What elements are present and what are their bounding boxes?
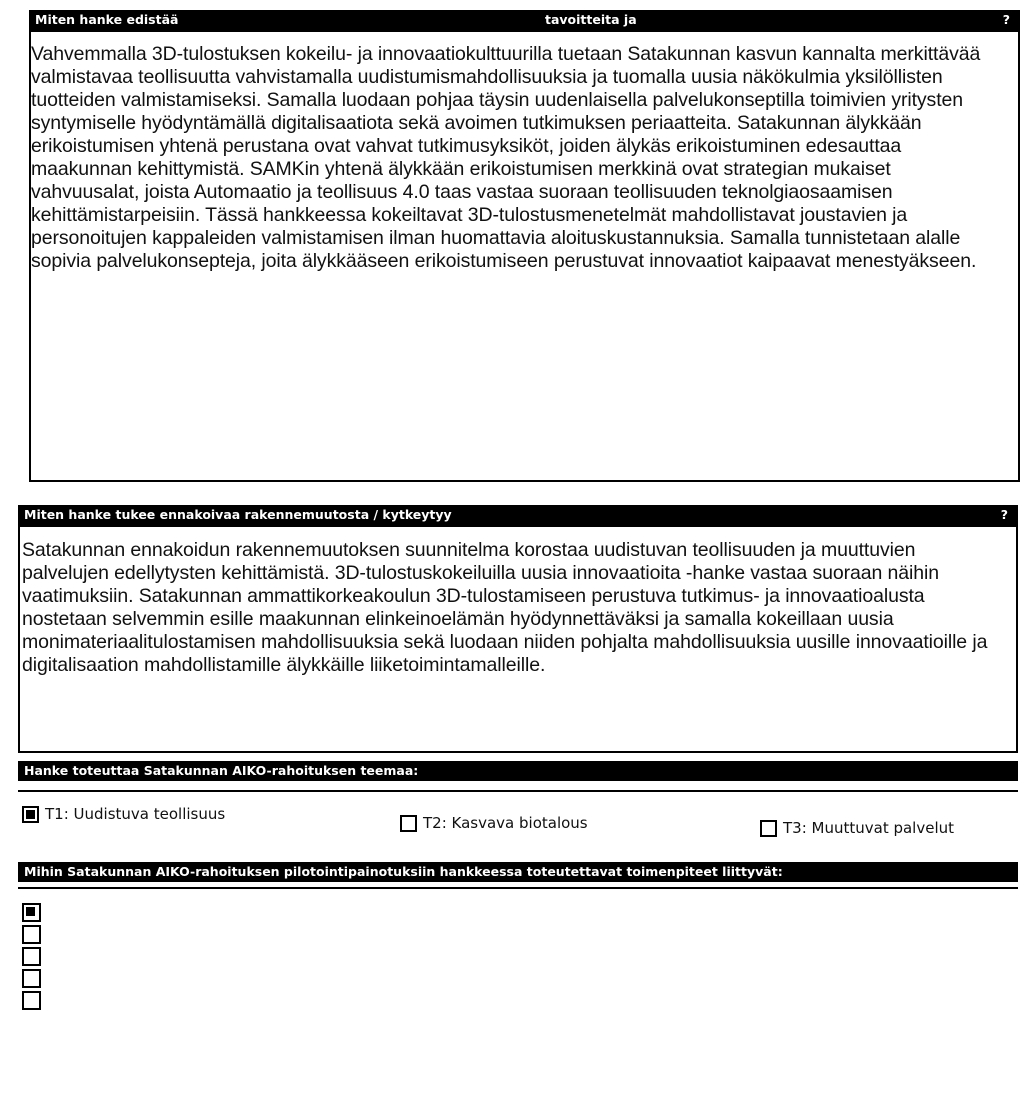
theme-option-t3-label: T3: Muuttuvat palvelut	[783, 819, 955, 837]
section2-header-part1: Miten hanke tukee ennakoivaa rakennemuutosta / kytkeytyy	[24, 507, 452, 522]
theme-option-t2-label: T2: Kasvava biotalous	[423, 814, 588, 832]
themes-header	[18, 761, 1018, 781]
section1-header-part2: tavoitteita ja	[545, 12, 637, 27]
section2-header	[18, 505, 1018, 525]
pilot-checkbox-4[interactable]	[22, 969, 41, 988]
theme-option-t1[interactable]	[22, 804, 225, 824]
themes-divider	[18, 790, 1018, 792]
theme-option-t3[interactable]	[760, 818, 954, 838]
checkbox-t1[interactable]	[22, 806, 39, 823]
pilots-header-text: Mihin Satakunnan AIKO-rahoituksen pilotointipainotuksiin hankkeessa toteutettavat toimenpiteet liittyvät:	[24, 864, 783, 879]
themes-header-text: Hanke toteuttaa Satakunnan AIKO-rahoituksen teemaa:	[24, 763, 419, 778]
pilot-checkbox-2[interactable]	[22, 925, 41, 944]
section1-header-part1: Miten hanke edistää	[35, 12, 179, 27]
checkbox-t2[interactable]	[400, 815, 417, 832]
section2-answer-text: Satakunnan ennakoidun rakennemuutoksen suunnitelma korostaa uudistuvan teollisuuden ja muuttuvien palvelujen edellytysten kehittämistä. 3D-tulostuskokeiluilla uusia innovaatioita -hanke vastaa suoraan näihin vaatimuksiin. Satakunnan ammattikorkeakoulun 3D-tulostamiseen perustuva tutkimus- ja innovaatioalusta nostetaan selvemmin esille maakunnan elinkeinoelämän hyödynnettäväksi ja samalla kokeillaan uusia monimateriaalitulostamisen mahdollisuuksia sekä luodaan niiden pohjalta mahdollisuuksia uusille innovaatioille ja digitalisaation mahdollistamille älykkäille liiketoimintamalleille.	[22, 539, 988, 676]
checkbox-t3[interactable]	[760, 820, 777, 837]
pilots-divider	[18, 887, 1018, 889]
pilots-header	[18, 862, 1018, 882]
section1-answer-text: Vahvemmalla 3D-tulostuksen kokeilu- ja innovaatiokulttuurilla tuetaan Satakunnan kasvun kannalta merkittävää valmistavaa teollisuutta vahvistamalla uudistumismahdollisuuksia ja tuomalla uusia näkökulmia yksilöllisten tuotteiden valmistamiseksi. Samalla luodaan pohjaa täysin uudenlaisella palvelukonseptilla toimivien yritysten syntymiselle hyödyntämällä digitalisaatiota sekä avoimen tutkimuksen periaatteita. Satakunnan älykkään erikoistumisen yhtenä perustana ovat vahvat tutkimusyksiköt, joiden älykäs erikoistuminen edesauttaa maakunnan kehittymistä. SAMKin yhtenä älykkään erikoistumisen merkkinä ovat strategian mukaiset vahvuusalat, joista Automaatio ja teollisuus 4.0 taas vastaa suoraan teollisuuden teknolgiaosaamisen kehittämistarpeisiin. Tässä hankkeessa kokeiltavat 3D-tulostusmenetelmät mahdollistavat joustavien ja personoitujen kappaleiden valmistamisen ilman huomattavia aloituskustannuksia. Samalla tunnistetaan alalle sopivia palvelukonsepteja, joita älykkääseen erikoistumiseen perustuvat innovaatiot kaipaavat menestyäkseen.	[31, 43, 981, 272]
section1-header-question: ?	[1002, 12, 1010, 27]
pilot-checkbox-3[interactable]	[22, 947, 41, 966]
pilot-checkbox-5[interactable]	[22, 991, 41, 1010]
theme-option-t2[interactable]	[400, 813, 588, 833]
pilot-checkbox-1[interactable]	[22, 903, 41, 922]
pilots-checkbox-list	[22, 903, 41, 1013]
theme-option-t1-label: T1: Uudistuva teollisuus	[45, 805, 226, 823]
section1-header	[29, 10, 1020, 30]
section2-header-question: ?	[1000, 507, 1008, 522]
